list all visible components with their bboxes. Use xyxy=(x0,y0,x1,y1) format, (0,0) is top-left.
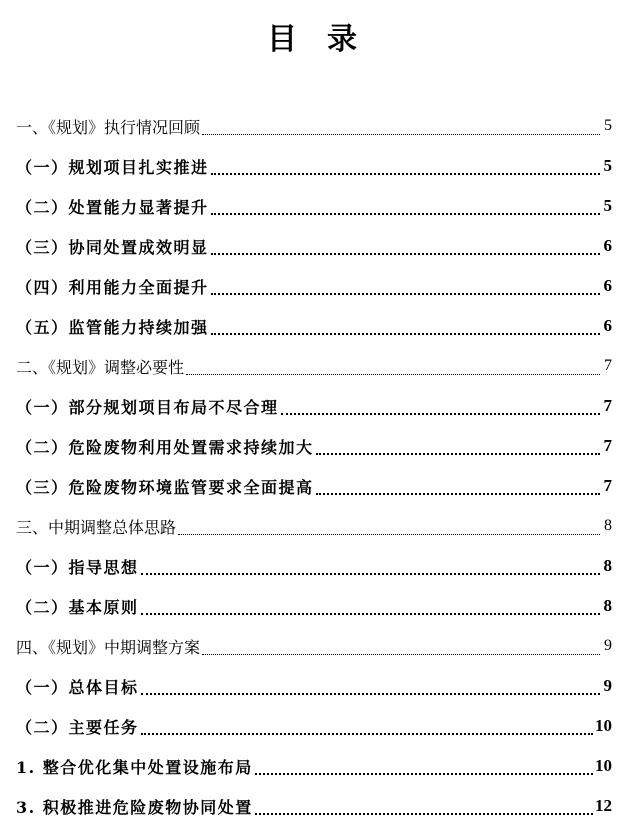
toc-entry[interactable] xyxy=(16,266,612,306)
toc-page-number: 7 xyxy=(603,476,612,495)
toc-entry[interactable] xyxy=(16,626,612,666)
toc-entry-text: 一、《规划》执行情况回顾 xyxy=(16,117,201,137)
toc-entry-text: 二、《规划》调整必要性 xyxy=(16,357,185,377)
toc-entry[interactable] xyxy=(16,466,612,506)
toc-page-number: 10 xyxy=(595,716,612,735)
dot-leader xyxy=(141,693,600,695)
toc-page-number: 12 xyxy=(595,796,612,815)
dot-leader xyxy=(255,773,593,775)
toc-entry-text: （一）部分规划项目布局不尽合理 xyxy=(16,397,279,417)
dot-leader xyxy=(141,573,600,575)
toc-page-number: 9 xyxy=(603,676,612,695)
dot-leader xyxy=(211,333,600,335)
toc-entry-text: 3. 积极推进危险废物协同处置 xyxy=(16,797,253,817)
toc-page-number: 5 xyxy=(603,156,612,175)
toc-page-number: 6 xyxy=(603,236,612,255)
dot-leader xyxy=(211,213,600,215)
toc-entry-text: 1. 整合优化集中处置设施布局 xyxy=(16,757,253,777)
toc-page-number: 10 xyxy=(595,756,612,775)
toc-entry[interactable] xyxy=(16,586,612,626)
dot-leader xyxy=(178,534,600,535)
toc-entry[interactable] xyxy=(16,226,612,266)
toc-page-number: 6 xyxy=(603,276,612,295)
toc-entry[interactable] xyxy=(16,146,612,186)
toc-entry-text: （一）规划项目扎实推进 xyxy=(16,157,209,177)
toc-page-number: 7 xyxy=(604,357,612,374)
toc-page-number: 5 xyxy=(603,196,612,215)
dot-leader xyxy=(316,453,600,455)
toc-entry[interactable] xyxy=(16,706,612,746)
toc-entry[interactable] xyxy=(16,106,612,146)
dot-leader xyxy=(202,134,600,135)
toc-entry[interactable] xyxy=(16,666,612,706)
toc-entry-text: 三、中期调整总体思路 xyxy=(16,517,177,537)
dot-leader xyxy=(202,654,600,655)
toc-entry-text: （二）基本原则 xyxy=(16,597,139,617)
toc-page-number: 8 xyxy=(603,596,612,615)
toc-page-number: 7 xyxy=(603,436,612,455)
toc-entry-text: （一）指导思想 xyxy=(16,557,139,577)
toc-page-number: 7 xyxy=(603,396,612,415)
toc-entry-text: （二）处置能力显著提升 xyxy=(16,197,209,217)
toc-page-number: 6 xyxy=(603,316,612,335)
toc-entry[interactable] xyxy=(16,306,612,346)
toc-entry[interactable] xyxy=(16,386,612,426)
toc-entry[interactable] xyxy=(16,746,612,786)
toc-entry-text: 四、《规划》中期调整方案 xyxy=(16,637,201,657)
dot-leader xyxy=(141,733,593,735)
toc-entry-text: （三）危险废物环境监管要求全面提高 xyxy=(16,477,314,497)
toc-page-number: 5 xyxy=(604,117,612,134)
dot-leader xyxy=(211,253,600,255)
toc-page-number: 8 xyxy=(604,517,612,534)
toc-entry-text: （三）协同处置成效明显 xyxy=(16,237,209,257)
toc-entry[interactable] xyxy=(16,346,612,386)
toc-entry[interactable] xyxy=(16,786,612,826)
toc-entry-text: （四）利用能力全面提升 xyxy=(16,277,209,297)
toc-page-number: 9 xyxy=(604,637,612,654)
dot-leader xyxy=(141,613,600,615)
toc-entry[interactable] xyxy=(16,506,612,546)
dot-leader xyxy=(316,493,600,495)
toc-entry-text: （一）总体目标 xyxy=(16,677,139,697)
page-title: 目录 xyxy=(267,22,387,57)
dot-leader xyxy=(211,293,600,295)
dot-leader xyxy=(255,813,593,815)
dot-leader xyxy=(211,173,600,175)
toc-entry-text: （五）监管能力持续加强 xyxy=(16,317,209,337)
toc-entry-text: （二）危险废物利用处置需求持续加大 xyxy=(16,437,314,457)
toc-entry[interactable] xyxy=(16,546,612,586)
toc-page-number: 8 xyxy=(603,556,612,575)
toc-entry[interactable] xyxy=(16,186,612,226)
dot-leader xyxy=(186,374,600,375)
toc-entry[interactable] xyxy=(16,426,612,466)
dot-leader xyxy=(281,413,600,415)
toc-entry-text: （二）主要任务 xyxy=(16,717,139,737)
table-of-contents xyxy=(16,106,612,826)
